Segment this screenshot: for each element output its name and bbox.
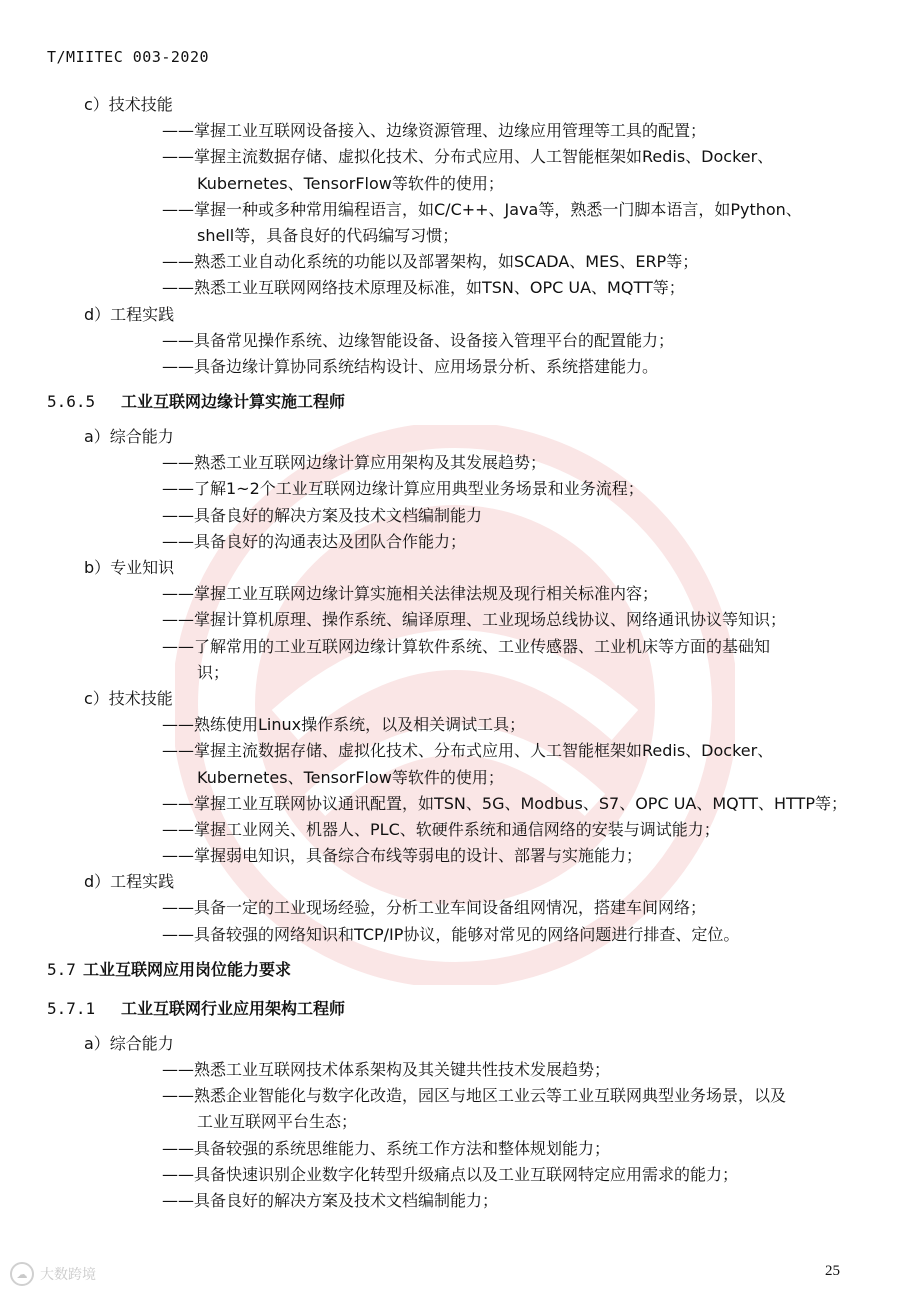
list-item: ——具备较强的网络知识和TCP/IP协议，能够对常见的网络问题进行排查、定位。 [162,924,740,944]
list-item: ——掌握弱电知识，具备综合布线等弱电的设计、部署与实施能力； [162,846,643,866]
list-item-continuation: Kubernetes、TensorFlow等软件的使用； [197,767,504,787]
list-item: ——掌握工业网关、机器人、PLC、软硬件系统和通信网络的安装与调试能力； [162,819,720,839]
list-item: ——具备较强的系统思维能力、系统工作方法和整体规划能力； [162,1138,611,1158]
list-item: ——具备良好的解决方案及技术文档编制能力； [162,1190,499,1210]
list-item: ——熟悉企业智能化与数字化改造，园区与地区工业云等工业互联网典型业务场景，以及 [162,1086,787,1106]
list-item: ——熟悉工业互联网边缘计算应用架构及其发展趋势； [162,453,547,473]
list-item: ——具备快速识别企业数字化转型升级痛点以及工业互联网特定应用需求的能力； [162,1164,739,1184]
list-item: ——掌握工业互联网边缘计算实施相关法律法规及现行相关标准内容； [162,584,659,604]
section-heading [0,992,900,1026]
section-heading [0,385,900,419]
section-number: 5.7 [47,959,76,979]
cloud-logo-icon: ☁ [10,1262,34,1286]
section-heading [0,953,900,987]
list-item: ——熟练使用Linux操作系统，以及相关调试工具； [162,715,526,735]
section-number: 5.6.5 [47,392,96,412]
list-subheading: b）专业知识 [84,558,175,577]
section-title: 工业互联网应用岗位能力要求 [83,959,292,979]
list-item-continuation: 识； [197,662,230,682]
section-title: 工业互联网行业应用架构工程师 [121,998,346,1018]
list-item: ——掌握主流数据存储、虚拟化技术、分布式应用、人工智能框架如Redis、Docker、 [162,147,774,167]
list-item: ——了解1~2个工业互联网边缘计算应用典型业务场景和业务流程； [162,479,644,499]
corner-logo [10,1262,96,1286]
list-item: ——具备边缘计算协同系统结构设计、应用场景分析、系统搭建能力。 [162,356,659,376]
list-item: ——了解常用的工业互联网边缘计算软件系统、工业传感器、工业机床等方面的基础知 [162,636,771,656]
list-item: ——掌握主流数据存储、虚拟化技术、分布式应用、人工智能框架如Redis、Docker、 [162,741,774,761]
page-number: 25 [825,1263,840,1279]
list-item: ——具备良好的沟通表达及团队合作能力； [162,531,467,551]
list-item: ——掌握工业互联网设备接入、边缘资源管理、边缘应用管理等工具的配置； [162,121,707,141]
section-number: 5.7.1 [47,998,96,1018]
list-subheading: d）工程实践 [84,304,175,324]
list-subheading: c）技术技能 [84,688,173,708]
list-item: ——熟悉工业互联网技术体系架构及其关键共性技术发展趋势； [162,1060,611,1079]
list-item-continuation: Kubernetes、TensorFlow等软件的使用； [197,173,504,193]
section-title: 工业互联网边缘计算实施工程师 [121,392,346,412]
corner-logo-text: 大数跨境 [40,1267,96,1283]
list-item-continuation: shell等，具备良好的代码编写习惯； [197,225,459,245]
list-subheading: c）技术技能 [84,95,173,114]
list-subheading: a）综合能力 [84,427,174,447]
document-code-header: T/MIITEC 003-2020 [47,48,210,66]
list-item: ——熟悉工业自动化系统的功能以及部署架构，如SCADA、MES、ERP等； [162,252,699,272]
list-item: ——掌握一种或多种常用编程语言，如C/C++、Java等，熟悉一门脚本语言，如Python、 [162,199,802,219]
list-item: ——熟悉工业互联网网络技术原理及标准，如TSN、OPC UA、MQTT等； [162,278,685,298]
list-subheading: d）工程实践 [84,872,175,892]
list-item-continuation: 工业互联网平台生态； [197,1112,358,1132]
list-item: ——掌握工业互联网协议通讯配置，如TSN、5G、Modbus、S7、OPC UA、MQTT、HTTP等； [162,793,847,813]
list-subheading: a）综合能力 [84,1033,174,1053]
list-item: ——具备一定的工业现场经验，分析工业车间设备组网情况，搭建车间网络； [162,898,707,918]
list-item: ——具备常见操作系统、边缘智能设备、设备接入管理平台的配置能力； [162,330,675,350]
list-item: ——具备良好的解决方案及技术文档编制能力 [162,505,483,525]
list-item: ——掌握计算机原理、操作系统、编译原理、工业现场总线协议、网络通讯协议等知识； [162,610,787,630]
document-body [0,92,900,1214]
